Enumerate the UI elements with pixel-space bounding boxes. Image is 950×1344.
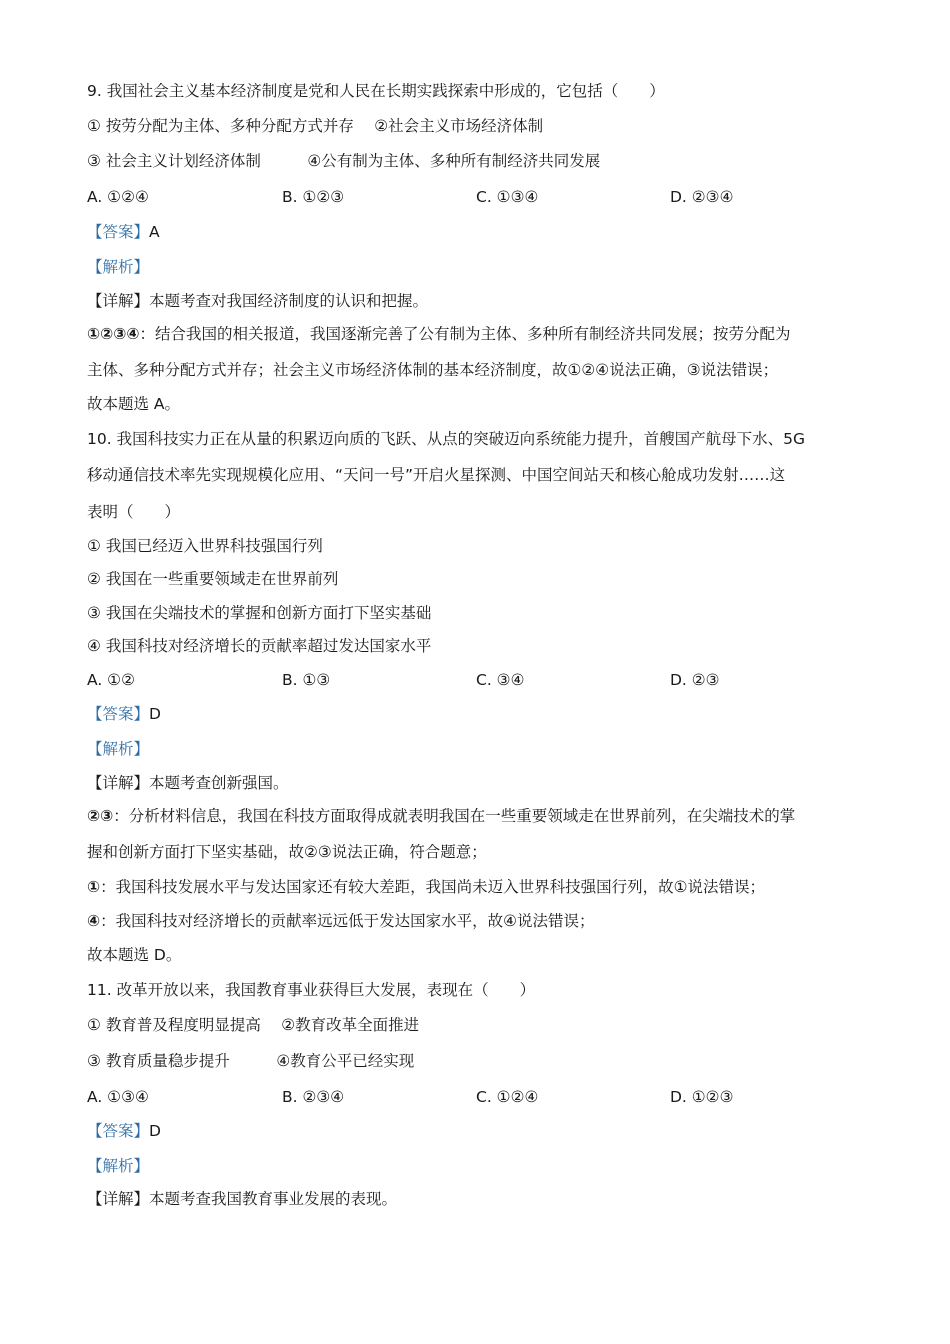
q9-answer-line [87,222,160,242]
q10-exp4: ：我国科技对经济增长的贡献率远远低于发达国家水平，故④说法错误； [100,912,595,930]
q9-detail: 本题考查对我国经济制度的认识和把握。 [149,292,429,310]
q9-option-a: A. ①②④ [87,188,149,206]
q9-conclusion: 故本题选 A。 [87,395,181,413]
q9-option-d: D. ②③④ [670,188,734,206]
q10-explanation-2: 握和创新方面打下坚实基础，故②③说法正确，符合题意； [87,843,487,861]
q11-answer-line [87,1121,161,1141]
q9-item-2: ③ 社会主义计划经济体制 ④公有制为主体、多种所有制经济共同发展 [87,152,601,170]
q11-option-d: D. ①②③ [670,1088,734,1106]
q9-analysis-tag: 【解析】 [87,258,150,276]
q9-item-1: ① 按劳分配为主体、多种分配方式并存 ②社会主义市场经济体制 [87,117,544,135]
q10-option-b: B. ①③ [282,671,331,689]
q9-exp1-key: ①②③④ [87,325,140,343]
q10-item-3: ③ 我国在尖端技术的掌握和创新方面打下坚实基础 [87,604,432,622]
q9-answer-tag: 【答案】 [87,223,150,241]
q9-detail-line [87,291,428,311]
q10-answer: D [149,705,161,723]
q11-detail: 本题考查我国教育事业发展的表现。 [149,1190,398,1208]
q10-exp3-key: ① [87,878,101,896]
q10-explanation-3 [87,877,765,897]
q10-answer-line [87,704,161,724]
q10-option-c: C. ③④ [476,671,525,689]
q10-answer-tag: 【答案】 [87,705,150,723]
q10-exp3: ：我国科技发展水平与发达国家还有较大差距，我国尚未迈入世界科技强国行列，故①说法错误； [100,878,766,896]
q11-detail-line [87,1189,397,1209]
q11-option-c: C. ①②④ [476,1088,539,1106]
q10-analysis-tag: 【解析】 [87,740,150,758]
q10-option-d: D. ②③ [670,671,720,689]
q10-exp1: ：分析材料信息，我国在科技方面取得成就表明我国在一些重要领域走在世界前列，在尖端技术的掌 [113,807,796,825]
q10-stem-2: 移动通信技术率先实现规模化应用、“天问一号”开启火星探测、中国空间站天和核心舱成功发射……这 [87,466,786,484]
q11-item-1: ① 教育普及程度明显提高 ②教育改革全面推进 [87,1016,420,1034]
q10-option-a: A. ①② [87,671,135,689]
q10-explanation-1 [87,806,795,826]
q11-answer-tag: 【答案】 [87,1122,150,1140]
q9-explanation-2: 主体、多种分配方式并存；社会主义市场经济体制的基本经济制度，故①②④说法正确，③说法错误； [87,361,779,379]
q9-detail-tag: 【详解】 [87,292,150,310]
q9-option-b: B. ①②③ [282,188,345,206]
q10-item-1: ① 我国已经迈入世界科技强国行列 [87,537,323,555]
q11-detail-tag: 【详解】 [87,1190,150,1208]
q9-stem: 9. 我国社会主义基本经济制度是党和人民在长期实践探索中形成的，它包括（ ） [87,82,665,100]
q10-explanation-4 [87,911,595,931]
q10-exp1-key: ②③ [87,807,114,825]
q10-item-2: ② 我国在一些重要领域走在世界前列 [87,570,339,588]
q9-answer: A [149,223,160,241]
q9-exp1: ：结合我国的相关报道，我国逐渐完善了公有制为主体、多种所有制经济共同发展；按劳分配为 [139,325,791,343]
q10-stem-3: 表明（ ） [87,503,181,521]
q10-detail-tag: 【详解】 [87,774,150,792]
q11-option-b: B. ②③④ [282,1088,345,1106]
q10-detail: 本题考查创新强国。 [149,774,289,792]
q10-conclusion: 故本题选 D。 [87,946,182,964]
q10-exp4-key: ④ [87,912,101,930]
q11-option-a: A. ①③④ [87,1088,149,1106]
q11-answer: D [149,1122,161,1140]
q10-detail-line [87,773,289,793]
q10-stem-1: 10. 我国科技实力正在从量的积累迈向质的飞跃、从点的突破迈向系统能力提升，首艘国产航母下水、5G [87,430,805,448]
q10-item-4: ④ 我国科技对经济增长的贡献率超过发达国家水平 [87,637,432,655]
q9-explanation-1 [87,324,791,344]
q9-option-c: C. ①③④ [476,188,539,206]
q11-analysis-tag: 【解析】 [87,1157,150,1175]
q11-stem: 11. 改革开放以来，我国教育事业获得巨大发展，表现在（ ） [87,981,536,999]
q11-item-2: ③ 教育质量稳步提升 ④教育公平已经实现 [87,1052,415,1070]
